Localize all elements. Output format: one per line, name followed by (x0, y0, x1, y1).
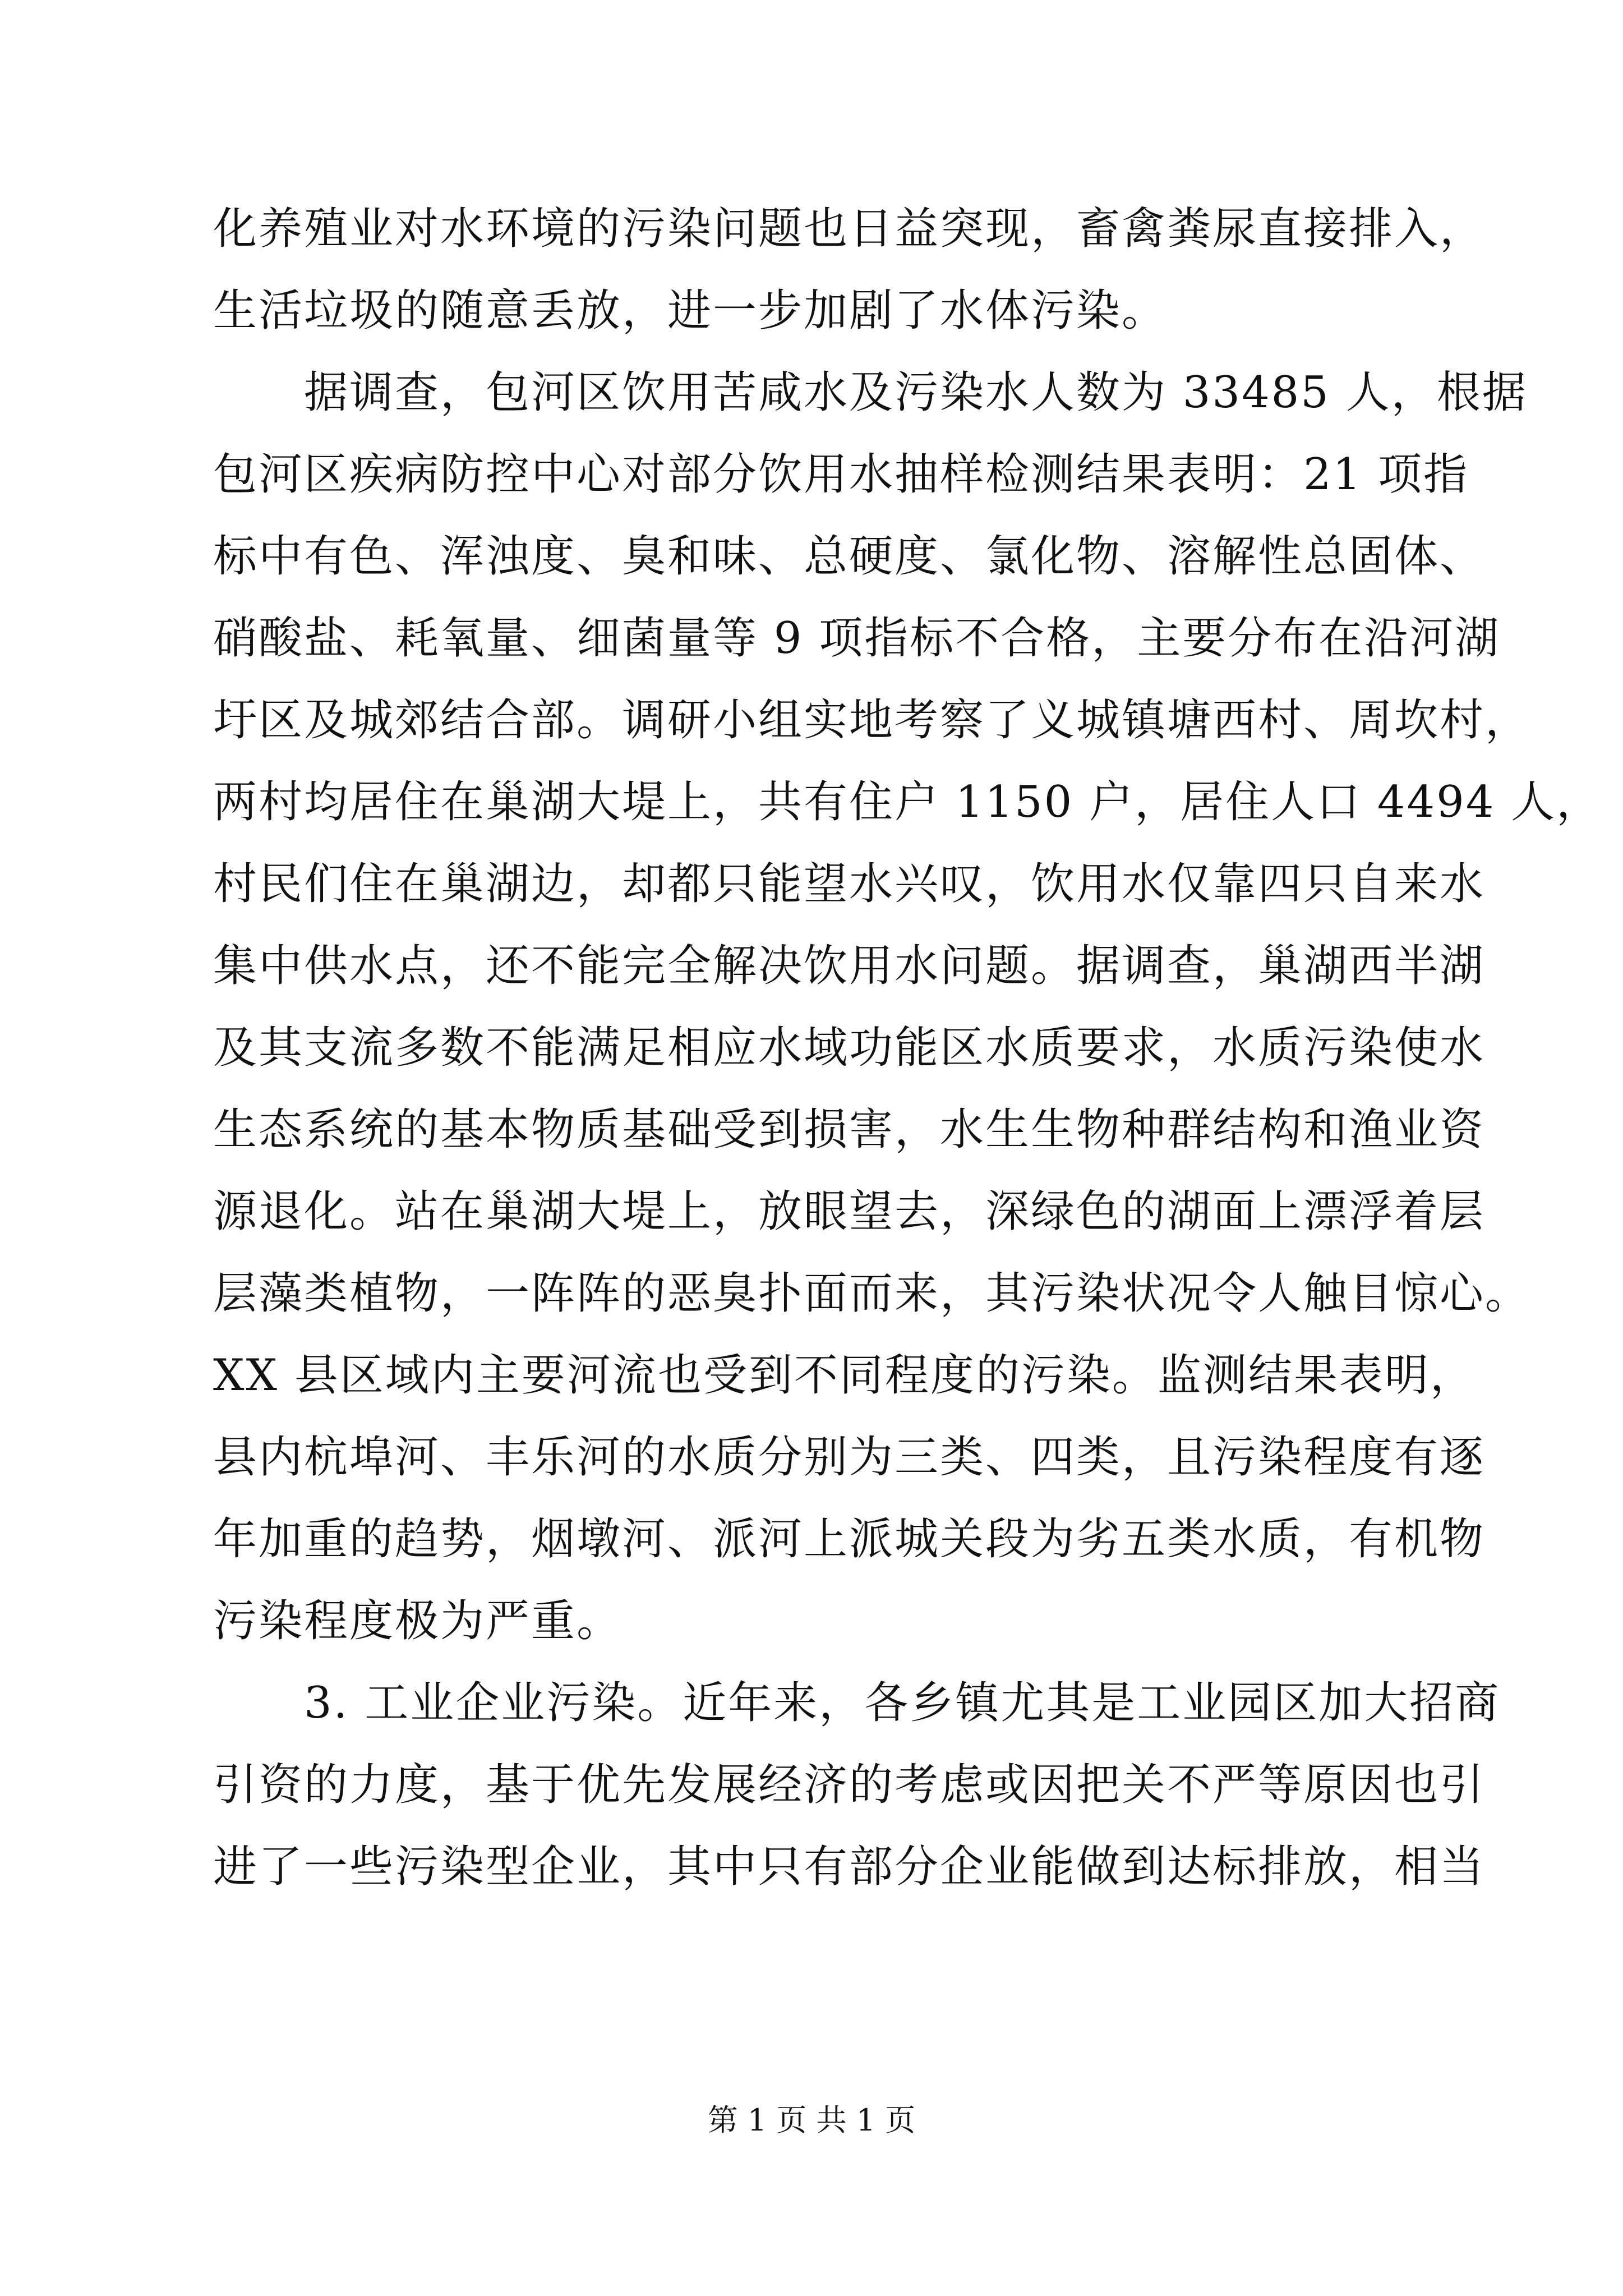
text-line: 村民们住在巢湖边，却都只能望水兴叹，饮用水仅靠四只自来水 (213, 859, 1486, 909)
text-line: 及其支流多数不能满足相应水域功能区水质要求，水质污染使水 (213, 1023, 1486, 1073)
text-line: 据调查，包河区饮用苦咸水及污染水人数为 33485 人，根据 (213, 367, 1528, 418)
text-line: 层藻类植物，一阵阵的恶臭扑面而来，其污染状况令人触目惊心。 (213, 1268, 1531, 1319)
text-line: 集中供水点，还不能完全解决饮用水问题。据调查，巢湖西半湖 (213, 941, 1486, 991)
text-line: 包河区疾病防控中心对部分饮用水抽样检测结果表明：21 项指 (213, 449, 1469, 500)
page-footer: 第 1 页 共 1 页 (707, 2102, 916, 2138)
text-line: 硝酸盐、耗氧量、细菌量等 9 项指标不合格，主要分布在沿河湖 (213, 613, 1501, 664)
text-line: 3. 工业企业污染。近年来，各乡镇尤其是工业园区加大招商 (213, 1678, 1501, 1728)
text-line: 县内杭埠河、丰乐河的水质分别为三类、四类，且污染程度有逐 (213, 1432, 1486, 1483)
text-line: 化养殖业对水环境的污染问题也日益突现，畜禽粪尿直接排入， (213, 204, 1486, 254)
text-line: 圩区及城郊结合部。调研小组实地考察了义城镇塘西村、周坎村， (213, 695, 1531, 746)
text-line: 生活垃圾的随意丢放，进一步加剧了水体污染。 (213, 286, 1168, 336)
text-line: 年加重的趋势，烟墩河、派河上派城关段为劣五类水质，有机物 (213, 1514, 1486, 1565)
text-line: 标中有色、浑浊度、臭和味、总硬度、氯化物、溶解性总固体、 (213, 531, 1486, 582)
text-line: 引资的力度，基于优先发展经济的考虑或因把关不严等原因也引 (213, 1760, 1486, 1810)
text-line: 两村均居住在巢湖大堤上，共有住户 1150 户，居住人口 4494 人， (213, 777, 1602, 827)
text-line: XX 县区域内主要河流也受到不同程度的污染。监测结果表明， (213, 1350, 1476, 1401)
text-line: 生态系统的基本物质基础受到损害，水生生物种群结构和渔业资 (213, 1105, 1486, 1155)
body-text (213, 188, 1602, 1908)
text-line: 源退化。站在巢湖大堤上，放眼望去，深绿色的湖面上漂浮着层 (213, 1186, 1486, 1237)
text-line: 污染程度极为严重。 (213, 1596, 623, 1646)
text-line: 进了一些污染型企业，其中只有部分企业能做到达标排放，相当 (213, 1842, 1486, 1892)
